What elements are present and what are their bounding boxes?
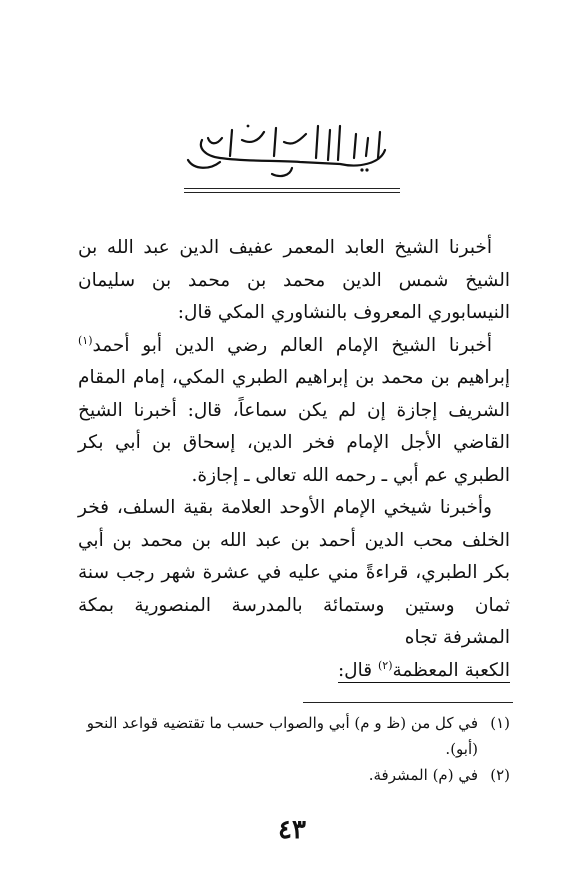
footnote-ref-2: (٢) bbox=[377, 658, 393, 672]
basmala-calligraphy bbox=[180, 112, 400, 182]
footnote-number: (٢) bbox=[490, 766, 510, 784]
main-text bbox=[78, 232, 510, 687]
paragraph-1: أخبرنا الشيخ العابد المعمر عفيف الدين عبد الله بن الشيخ شمس الدين محمد بن محمد بن سليمان النيسابوري المعروف بالنشاوري المكي قال: bbox=[78, 237, 510, 323]
footnote-number: (١) bbox=[490, 714, 510, 732]
last-line bbox=[78, 655, 510, 688]
header-rule-bottom bbox=[184, 192, 400, 193]
paragraph-2 bbox=[78, 330, 510, 493]
paragraph-2-rest: إبراهيم بن محمد بن إبراهيم الطبري المكي، إمام المقام الشريف إجازة إن لم يكن سماعاً، قال: أخبرنا الشيخ القاضي الأجل الإمام فخر الدين، إسحاق بن أبي بكر الطبري عم أبي ـ رحمه الله تعالى ـ إجازة. bbox=[78, 367, 510, 486]
footnotes bbox=[78, 710, 510, 788]
basmala-calligraphy-image bbox=[180, 112, 400, 182]
last-line-text: الكعبة المعظمة bbox=[392, 659, 510, 681]
footnote-1 bbox=[78, 710, 510, 762]
footnote-text: في (م) المشرفة. bbox=[368, 766, 478, 784]
last-line-underlined bbox=[338, 660, 510, 683]
paragraph-2-start: أخبرنا الشيخ الإمام العالم رضي الدين أبو أحمد bbox=[92, 334, 492, 356]
last-line-end: قال: bbox=[337, 659, 378, 681]
header-rule-top bbox=[184, 188, 400, 189]
paragraph-3: وأخبرنا شيخي الإمام الأوحد العلامة بقية السلف، فخر الخلف محب الدين أحمد بن عبد الله بن محمد بن أبي بكر الطبري، قراءةً مني عليه في عشرة شهر رجب سنة ثمان وستين وستمائة بالمدرسة المنصورية بمكة المشرفة تجاه bbox=[78, 497, 510, 648]
footnote-separator bbox=[303, 702, 513, 703]
footnote-ref-1: (١) bbox=[78, 333, 93, 347]
footnote-2 bbox=[78, 762, 510, 788]
footnote-text: في كل من (ظ و م) أبي والصواب حسب ما تقتضيه قواعد النحو (أبو). bbox=[86, 714, 478, 758]
page-number: ٤٣ bbox=[278, 815, 306, 845]
